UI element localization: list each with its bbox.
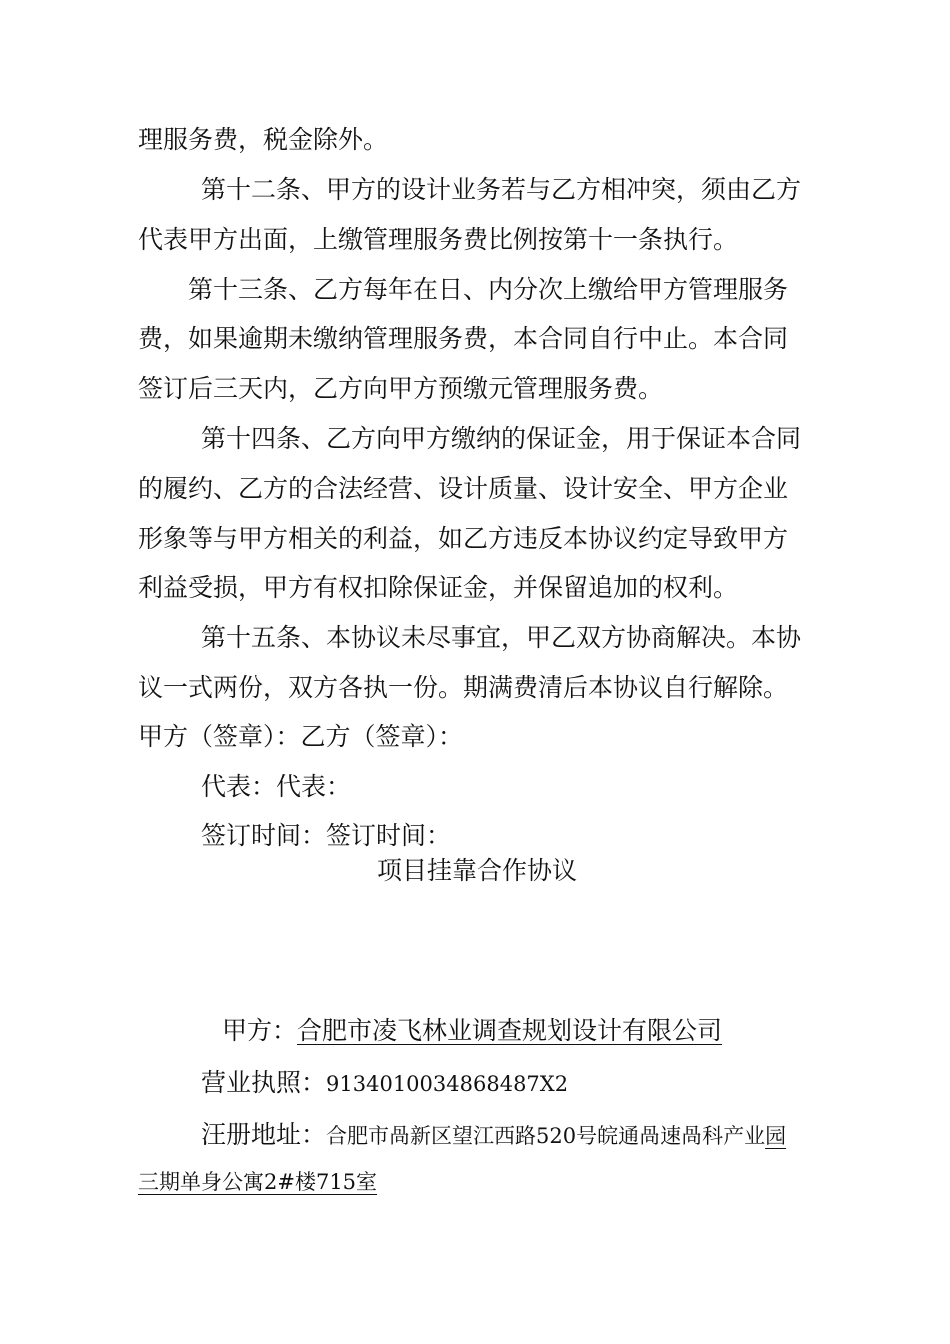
address-label: 汪册地址： <box>201 1120 327 1149</box>
party-a-label: 甲方： <box>222 1016 298 1045</box>
party-a-name: 合肥市凌飞林业调查规划设计有限公司 <box>297 1016 723 1045</box>
license-label: 营业执照： <box>201 1068 327 1097</box>
address-line-continued <box>138 1166 377 1197</box>
paragraph-line: 第十二条、甲方的设计业务若与乙方相冲突，须由乙方 <box>201 175 802 204</box>
document-title: 项目挂靠合作协议 <box>377 856 578 885</box>
paragraph-line: 第十五条、本协议未尽事宜，甲乙双方协商解决。本协 <box>201 623 802 652</box>
address-text-underlined: 园 <box>765 1124 787 1148</box>
paragraph-line: 费，如果逾期未缴纳管理服务费，本合同自行中止。本合同 <box>138 324 789 353</box>
paragraph-line: 议一式两份，双方各执一份。期满费清后本协议自行解除。 <box>138 673 789 702</box>
paragraph-line: 签订后三天内，乙方向甲方预缴元管理服务费。 <box>138 374 664 403</box>
paragraph-line: 第十四条、乙方向甲方缴纳的保证金，用于保证本合同 <box>201 424 802 453</box>
address-text: 合肥市咼新区望江西路520号皖通咼速咼科产业 <box>326 1124 766 1148</box>
paragraph-line: 第十三条、乙方每年在日、内分次上缴给甲方管理服务 <box>188 275 789 304</box>
party-a-line <box>222 1016 722 1046</box>
signature-line: 甲方（签章）：乙方（签章）： <box>138 722 464 751</box>
license-line <box>201 1068 568 1099</box>
representative-line: 代表：代表： <box>201 772 352 801</box>
paragraph-line: 理服务费，税金除外。 <box>138 125 389 154</box>
paragraph-line: 形象等与甲方相关的利益，如乙方违反本协议约定导致甲方 <box>138 524 789 553</box>
paragraph-line: 代表甲方出面，上缴管理服务费比例按第十一条执行。 <box>138 225 739 254</box>
paragraph-line: 的履约、乙方的合法经营、设计质量、设计安全、甲方企业 <box>138 474 789 503</box>
address-text-2: 三期单身公寓2#楼715室 <box>138 1170 378 1194</box>
signing-date-line: 签订时间：签订时间： <box>201 821 452 850</box>
paragraph-line: 利益受损，甲方有权扣除保证金，并保留追加的权利。 <box>138 573 739 602</box>
address-line <box>201 1120 786 1151</box>
license-number: 9134010034868487X2 <box>326 1072 569 1096</box>
